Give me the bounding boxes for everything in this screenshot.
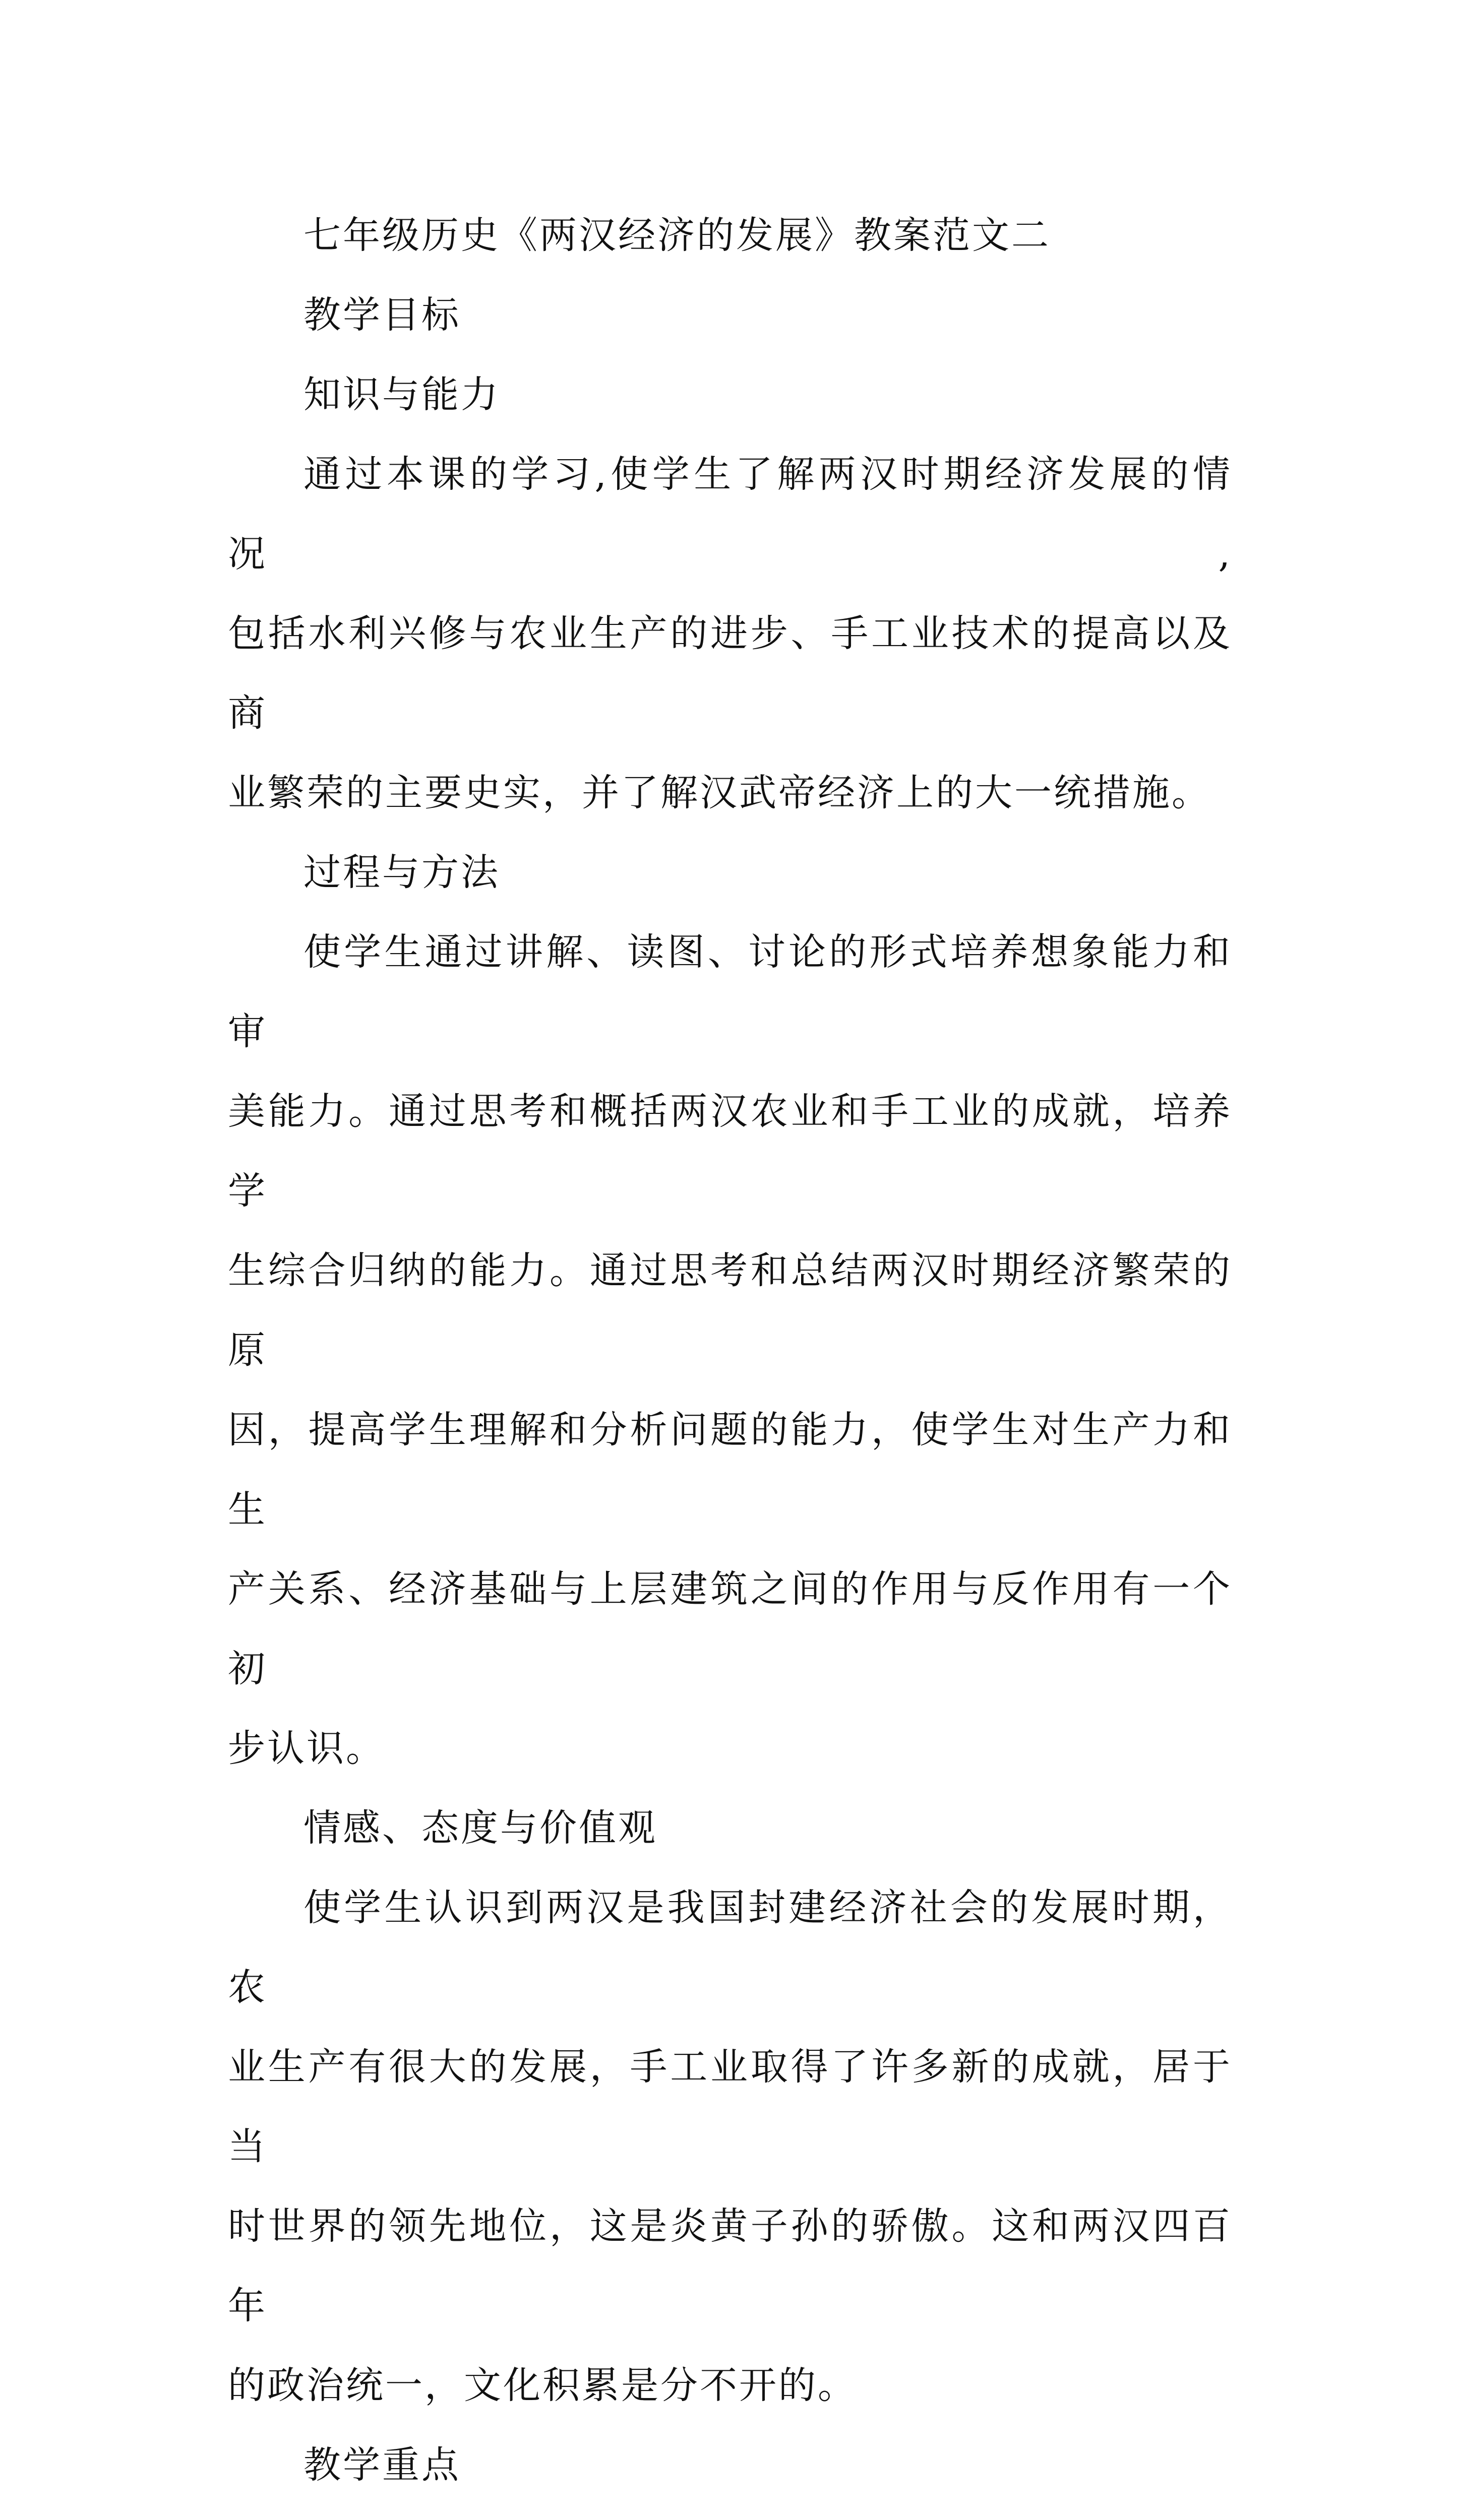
subheading-knowledge: 知识与能力 xyxy=(303,373,500,416)
document-body xyxy=(228,196,1232,2520)
subheading-emotion: 情感、态度与价值观 xyxy=(303,1806,657,1850)
subheading-process-method: 过程与方法 xyxy=(303,851,500,894)
paragraph-line: 包括水利兴修与农业生产的进步、手工业技术的提高以及商 xyxy=(228,612,1232,735)
paragraph-line: 通过本课的学习,使学生了解两汉时期经济发展的情况, xyxy=(228,453,1232,576)
paragraph-line: 步认识。 xyxy=(228,1727,385,1770)
paragraph-line: 美能力。通过思考和概括两汉农业和手工业的成就，培养学 xyxy=(228,1090,1232,1213)
paragraph-line: 时世界的领先地位，这是炎黄子孙的骄傲。这和两汉四百年 xyxy=(228,2204,1232,2327)
key-points-text xyxy=(228,2505,1232,2520)
section-heading-objectives: 教学目标 xyxy=(303,293,461,337)
paragraph-line: 的政治统一，文化积累是分不开的。 xyxy=(228,2364,857,2407)
paragraph-line: 使学生通过讲解、读图、讨论的形式培养想象能力和审 xyxy=(228,930,1232,1053)
paragraph-line: 使学生认识到两汉是我国封建经济社会的发展时期，农 xyxy=(228,1886,1232,2009)
paragraph-line: 业繁荣的主要史实，并了解汉武帝经济上的大一统措施。 xyxy=(228,771,1211,814)
paragraph-line: 生综合归纳的能力。通过思考和总结两汉时期经济繁荣的原 xyxy=(228,1249,1232,1372)
paragraph-line: 因，提高学生理解和分析问题的能力，使学生对生产力和生 xyxy=(228,1408,1232,1531)
paragraph-line: 产关系、经济基础与上层建筑之间的作用与反作用有一个初 xyxy=(228,1567,1232,1690)
section-heading-key-points: 教学重点 xyxy=(303,2443,461,2487)
paragraph-line: 业生产有很大的发展，手工业取得了许多新的成就，居于当 xyxy=(228,2045,1232,2168)
document-title: 七年级历史《两汉经济的发展》教案范文二 xyxy=(303,214,1051,257)
